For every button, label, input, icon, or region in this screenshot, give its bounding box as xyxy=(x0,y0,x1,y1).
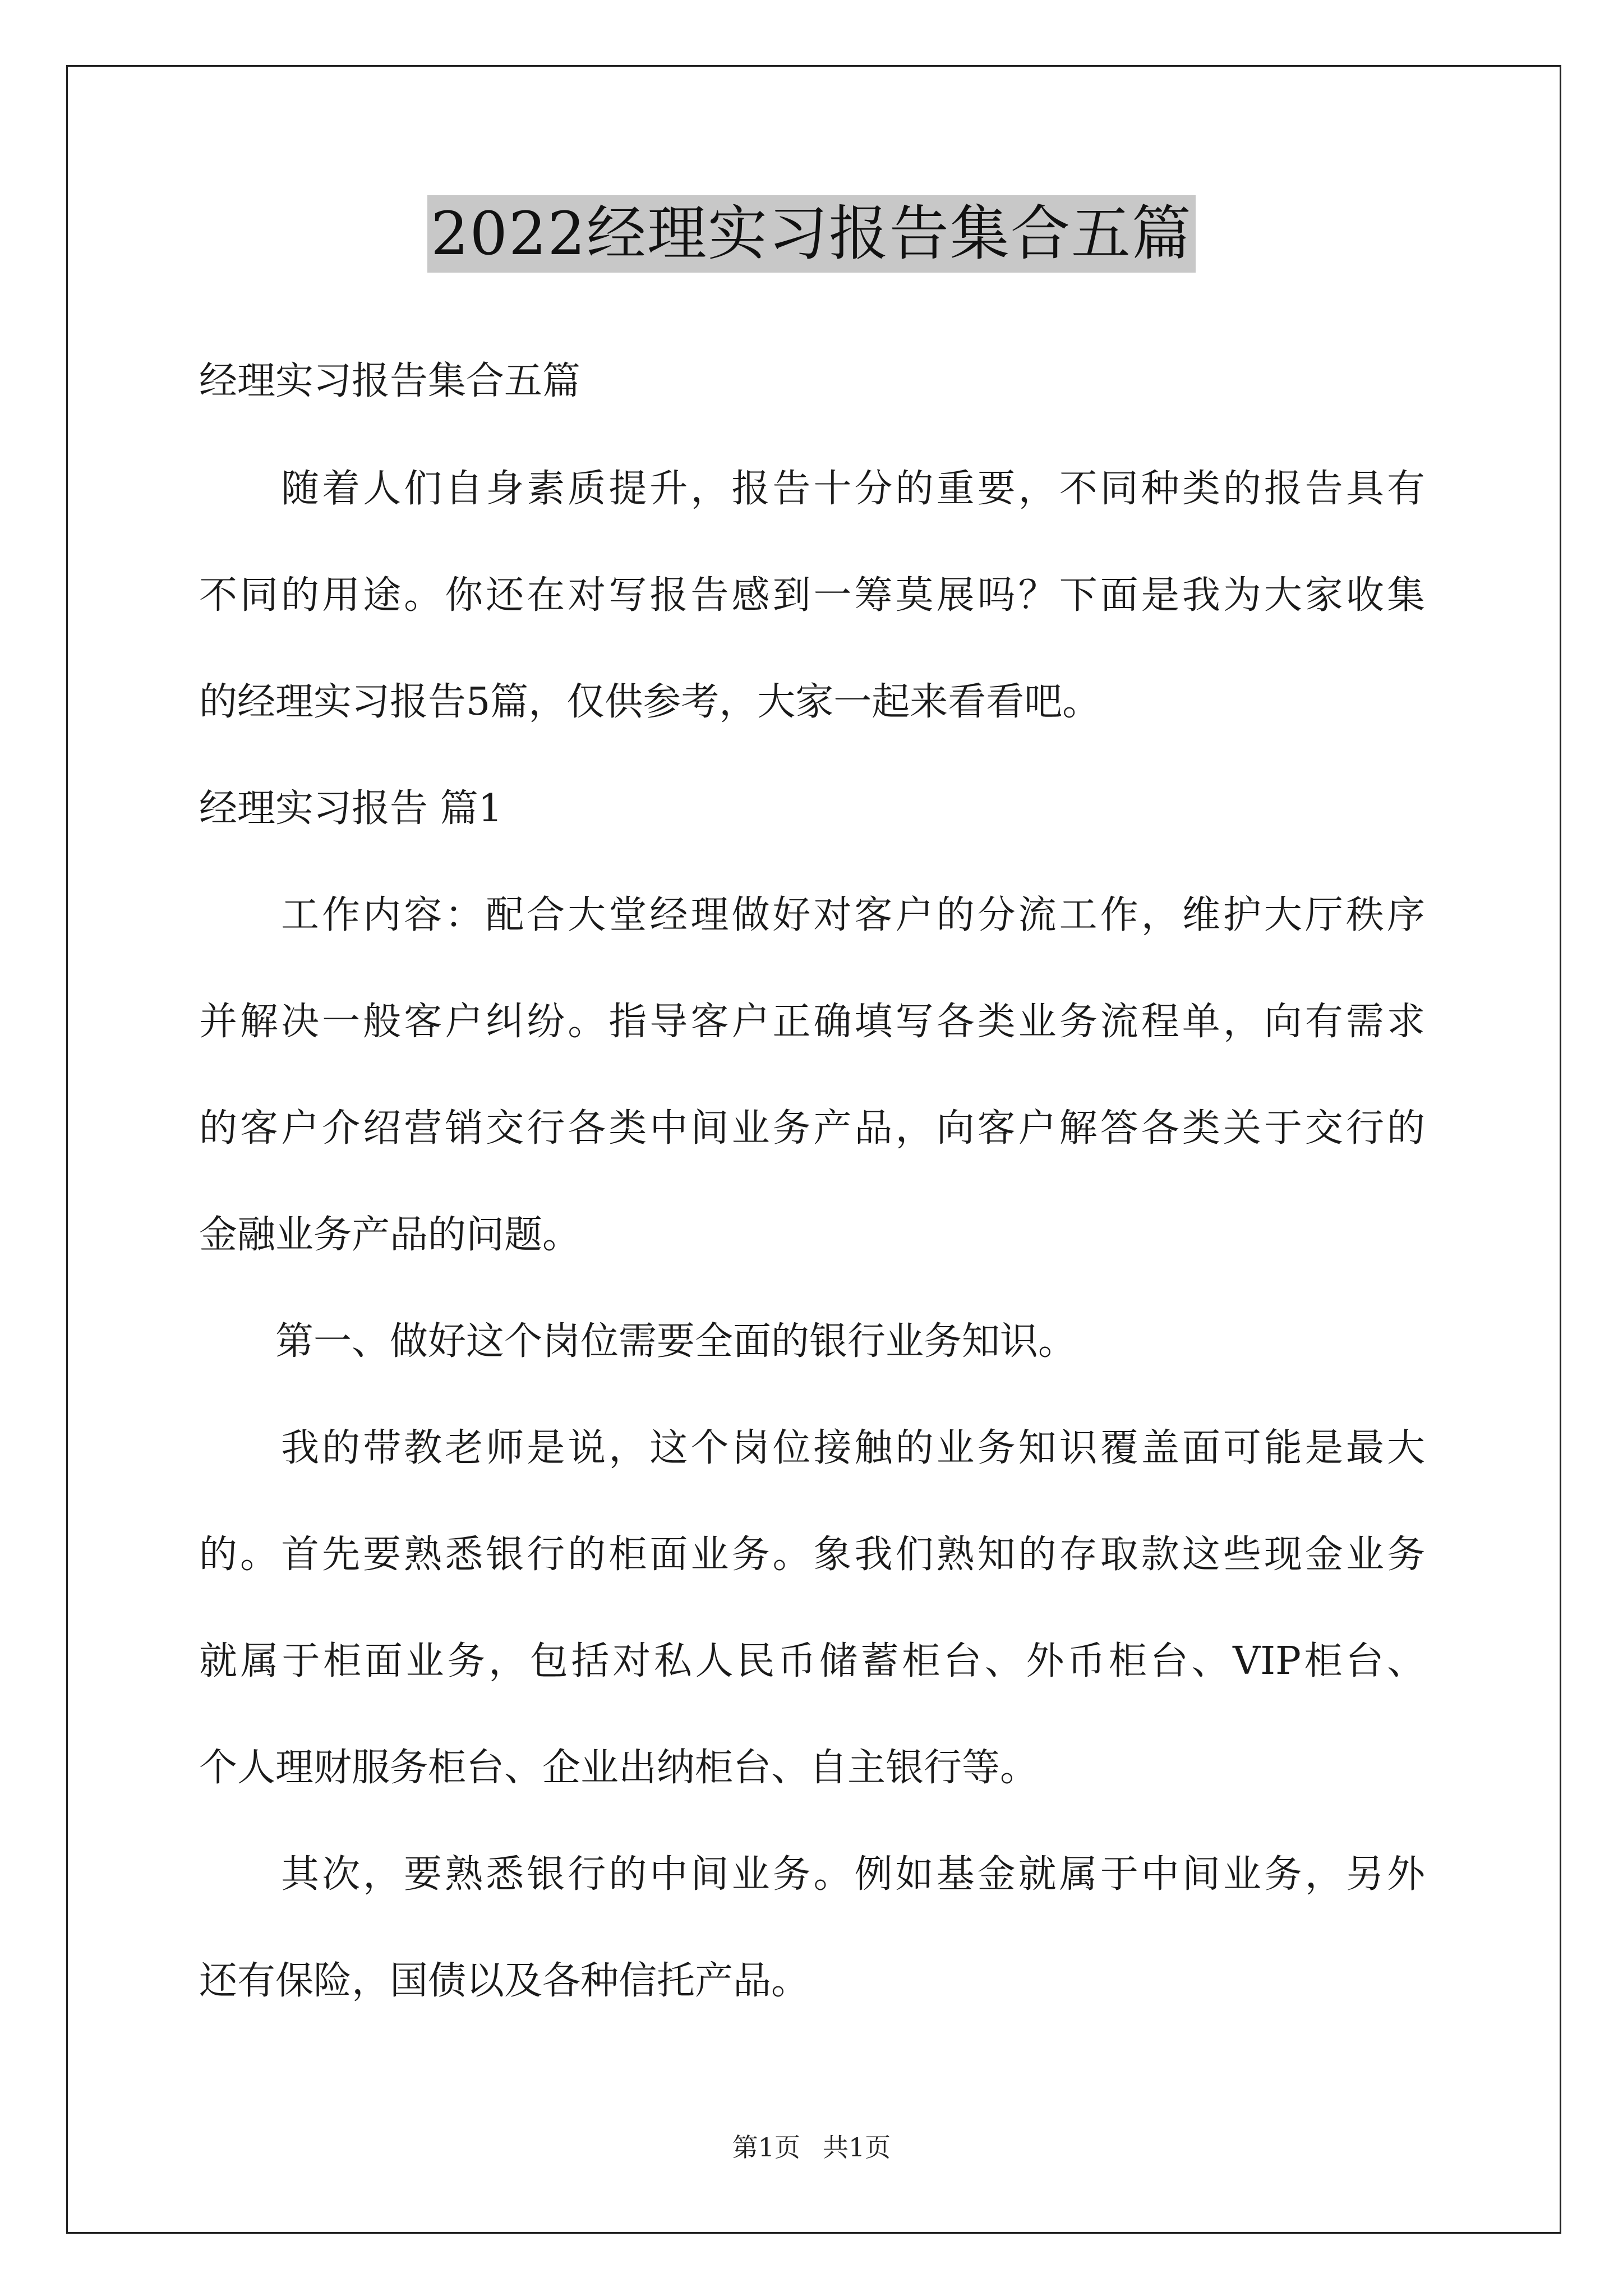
body-line: 工作内容：配合大堂经理做好对客户的分流工作，维护大厅秩序 xyxy=(199,893,1425,937)
document-title: 2022经理实习报告集合五篇 xyxy=(427,195,1196,273)
body-line: 还有保险，国债以及各种信托产品。 xyxy=(199,1959,810,2003)
body-line: 个人理财服务柜台、企业出纳柜台、自主银行等。 xyxy=(199,1746,1039,1790)
body-line: 的客户介绍营销交行各类中间业务产品，向客户解答各类关于交行的 xyxy=(199,1106,1425,1151)
body-line: 并解决一般客户纠纷。指导客户正确填写各类业务流程单，向有需求 xyxy=(199,1000,1425,1044)
page-total: 共1页 xyxy=(823,2132,891,2162)
page-number: 第1页 xyxy=(732,2132,800,2162)
body-line: 随着人们自身素质提升，报告十分的重要，不同种类的报告具有 xyxy=(199,467,1425,511)
body-line: 第一、做好这个岗位需要全面的银行业务知识。 xyxy=(199,1319,1077,1364)
body-line: 就属于柜面业务，包括对私人民币储蓄柜台、外币柜台、VIP柜台、 xyxy=(199,1639,1425,1683)
body-line: 金融业务产品的问题。 xyxy=(199,1213,581,1257)
body-line: 我的带教老师是说，这个岗位接触的业务知识覆盖面可能是最大 xyxy=(199,1426,1425,1470)
body-line: 的。首先要熟悉银行的柜面业务。象我们熟知的存取款这些现金业务 xyxy=(199,1533,1425,1577)
page-footer xyxy=(0,2131,1623,2164)
title-wrap xyxy=(0,195,1623,273)
body-line: 不同的用途。你还在对写报告感到一筹莫展吗？下面是我为大家收集 xyxy=(199,573,1425,618)
section-heading: 经理实习报告 篇1 xyxy=(199,786,502,831)
body-line: 其次，要熟悉银行的中间业务。例如基金就属于中间业务，另外 xyxy=(199,1852,1425,1897)
subtitle-line: 经理实习报告集合五篇 xyxy=(199,359,581,403)
body-line: 的经理实习报告5篇，仅供参考，大家一起来看看吧。 xyxy=(199,680,1101,724)
